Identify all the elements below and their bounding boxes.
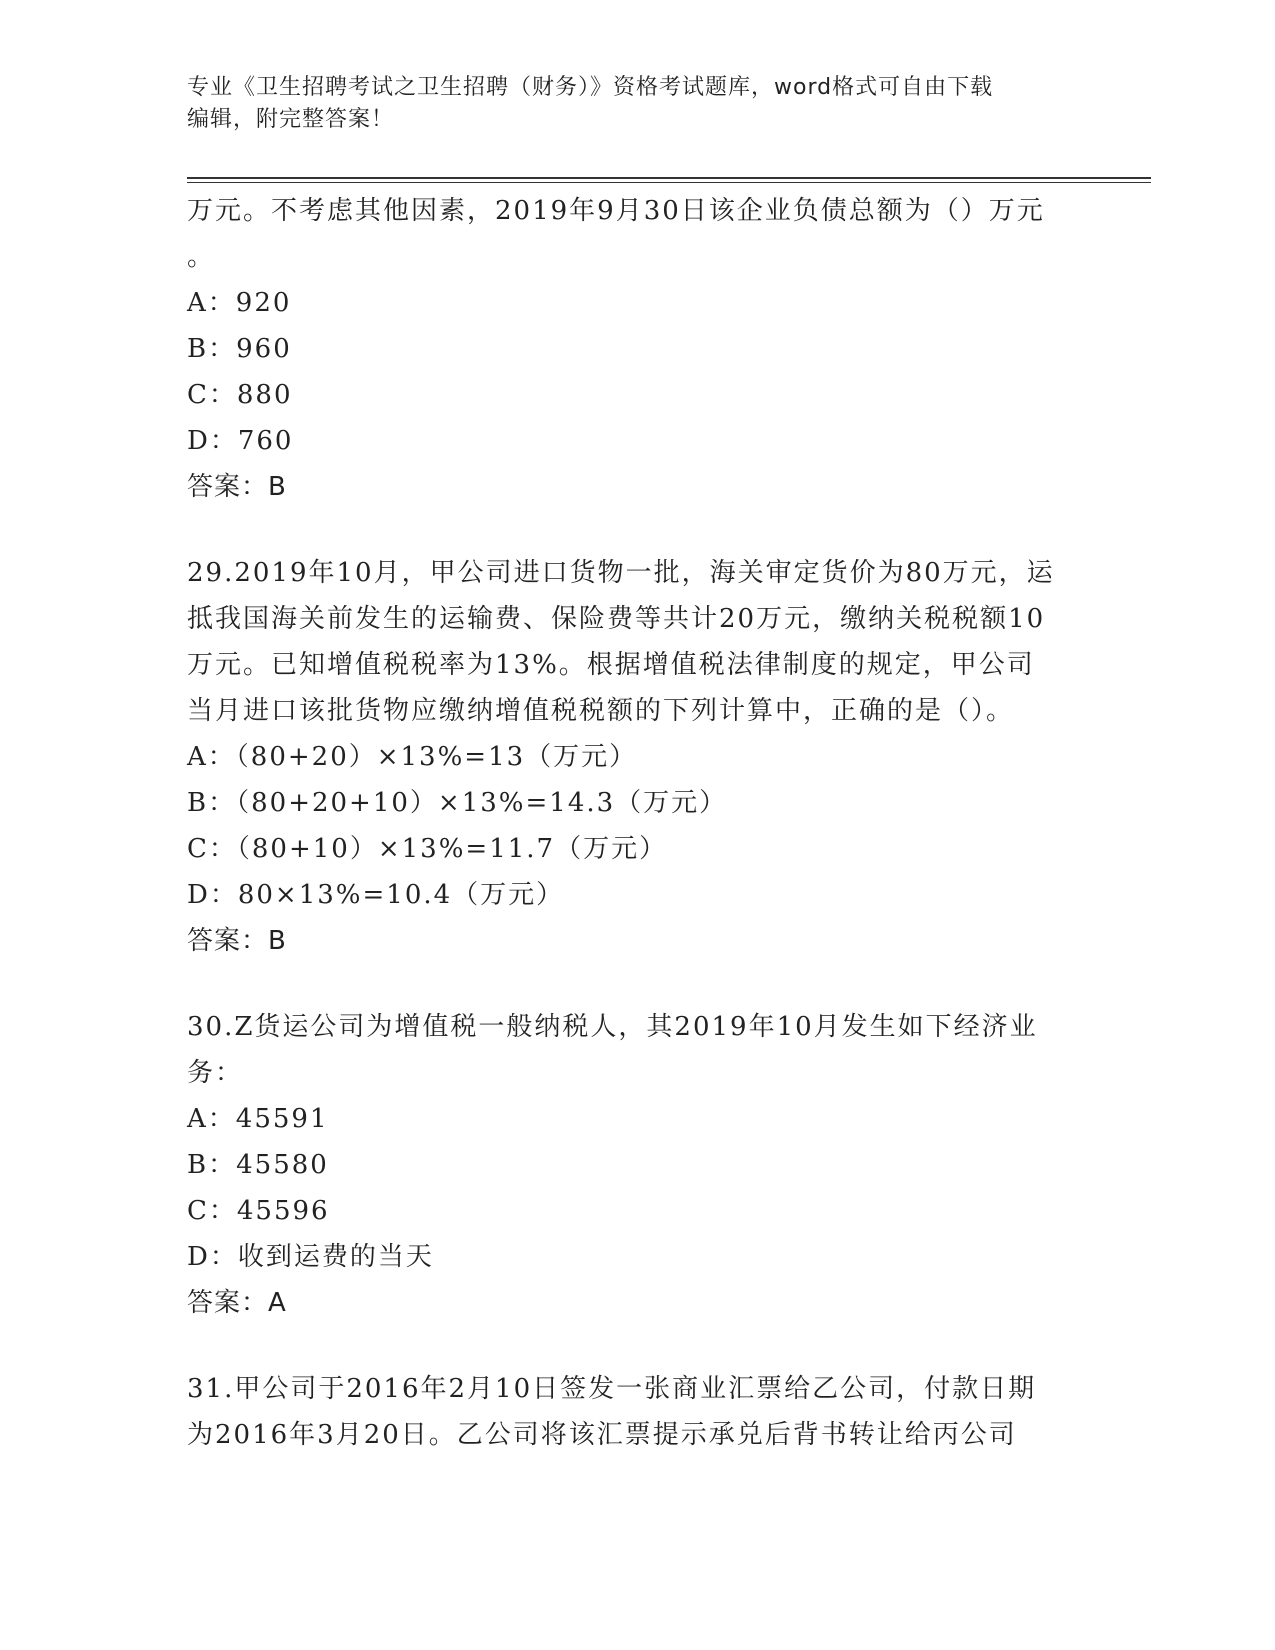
header-divider-thick [187, 177, 1151, 179]
spacer [187, 964, 1087, 1004]
question-29-text-line-1: 29.2019年10月，甲公司进口货物一批，海关审定货价为80万元，运 [187, 558, 1055, 588]
question-28-option-c: C：880 [187, 380, 293, 410]
question-30-text-line-2: 务： [187, 1058, 244, 1088]
header-line-2: 编辑，附完整答案！ [187, 107, 395, 132]
question-28-option-a: A：920 [187, 288, 292, 318]
question-29-text-line-4: 当月进口该批货物应缴纳增值税税额的下列计算中，正确的是（）。 [187, 696, 1015, 726]
question-29-text-line-2: 抵我国海关前发生的运输费、保险费等共计20万元，缴纳关税税额10 [187, 604, 1046, 634]
question-29-option-c: C：（80+10）×13%=11.7（万元） [187, 834, 668, 864]
question-28-text-line-2: 。 [187, 242, 216, 272]
question-28-option-d: D：760 [187, 426, 294, 456]
question-29-option-a: A：（80+20）×13%=13（万元） [187, 742, 638, 772]
question-30-option-a: A：45591 [187, 1104, 329, 1134]
spacer [187, 1326, 1087, 1366]
question-28-answer: 答案：B [187, 472, 287, 502]
question-30-option-c: C：45596 [187, 1196, 330, 1226]
question-28 [187, 188, 1087, 510]
question-31-text-line-2: 为2016年3月20日。乙公司将该汇票提示承兑后背书转让给丙公司 [187, 1420, 1017, 1450]
question-30 [187, 1004, 1087, 1326]
question-29-text-line-3: 万元。已知增值税税率为13%。根据增值税法律制度的规定，甲公司 [187, 650, 1035, 680]
document-header [187, 72, 1087, 136]
header-divider-thin [187, 182, 1151, 183]
question-30-option-d: D：收到运费的当天 [187, 1242, 434, 1272]
question-29 [187, 550, 1087, 964]
question-31-text-line-1: 31.甲公司于2016年2月10日签发一张商业汇票给乙公司，付款日期 [187, 1374, 1037, 1404]
question-28-option-b: B：960 [187, 334, 292, 364]
question-30-text-line-1: 30.Z货运公司为增值税一般纳税人，其2019年10月发生如下经济业 [187, 1012, 1038, 1042]
spacer [187, 510, 1087, 550]
header-line-1: 专业《卫生招聘考试之卫生招聘（财务）》资格考试题库，word格式可自由下载 [187, 75, 994, 100]
question-29-option-b: B：（80+20+10）×13%=14.3（万元） [187, 788, 728, 818]
question-30-answer: 答案：A [187, 1288, 287, 1318]
question-30-option-b: B：45580 [187, 1150, 329, 1180]
question-29-option-d: D：80×13%=10.4（万元） [187, 880, 565, 910]
question-31 [187, 1366, 1087, 1458]
document-body [187, 188, 1087, 1458]
question-29-answer: 答案：B [187, 926, 287, 956]
question-28-text-line-1: 万元。不考虑其他因素，2019年9月30日该企业负债总额为（）万元 [187, 196, 1045, 226]
